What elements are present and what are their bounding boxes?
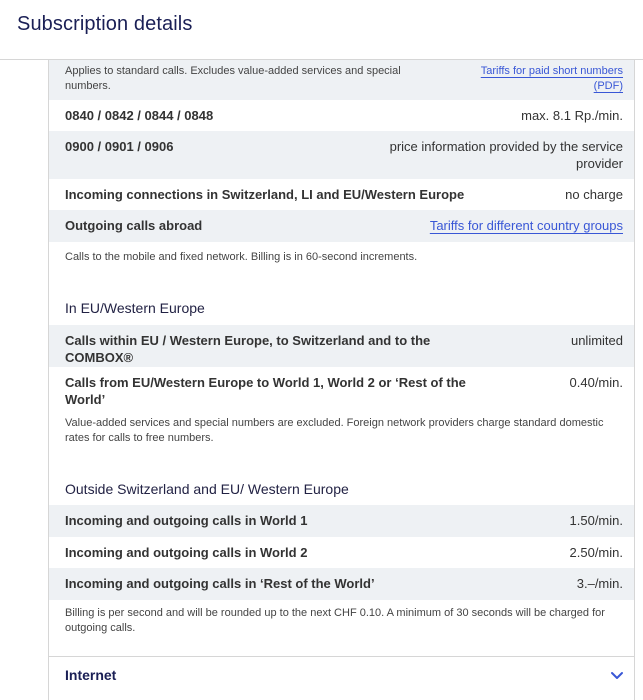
switzerland-billing-note: Calls to the mobile and fixed network. Billing is in 60-second increments. <box>65 251 418 263</box>
row-label: Incoming and outgoing calls in World 1 <box>65 513 308 528</box>
paid-short-numbers-pdf-link[interactable]: Tariffs for paid short numbers (PDF) <box>480 65 623 92</box>
table-row <box>49 325 634 367</box>
section-title-outside: Outside Switzerland and EU/ Western Europe <box>65 481 349 497</box>
table-row <box>49 367 634 409</box>
page-title: Subscription details <box>17 13 193 35</box>
row-label: 0900 / 0901 / 0906 <box>65 139 174 154</box>
section-title-eu: In EU/Western Europe <box>65 300 205 316</box>
table-row <box>49 179 634 210</box>
eu-note: Value-added services and special numbers are excluded. Foreign network providers charge standard domestic rates for calls to free numbers. <box>65 417 604 444</box>
country-groups-tariffs-link[interactable]: Tariffs for different country groups <box>429 218 623 233</box>
row-label: Outgoing calls abroad <box>65 218 203 233</box>
outside-billing-note: Billing is per second and will be rounded up to the next CHF 0.10. A minimum of 30 seconds will be charged for outgoing calls. <box>65 607 605 634</box>
chevron-down-icon <box>610 671 624 681</box>
row-value: price information provided by the service provider <box>389 139 623 171</box>
top-note-text: Applies to standard calls. Excludes value-added services and special numbers. <box>65 65 401 92</box>
row-label: 0840 / 0842 / 0844 / 0848 <box>65 108 214 123</box>
row-label: Incoming connections in Switzerland, LI and EU/Western Europe <box>65 187 465 202</box>
table-row <box>49 100 634 131</box>
subscription-details-card <box>48 60 635 700</box>
table-row <box>49 505 634 537</box>
row-value: 1.50/min. <box>569 513 623 528</box>
row-label: Incoming and outgoing calls in ‘Rest of the World’ <box>65 576 375 591</box>
table-row <box>49 131 634 179</box>
row-value: 3.–/min. <box>576 576 623 591</box>
table-row <box>49 568 634 600</box>
row-value: 2.50/min. <box>569 545 623 560</box>
internet-accordion-label: Internet <box>65 667 117 683</box>
row-value: unlimited <box>570 333 623 348</box>
row-value: max. 8.1 Rp./min. <box>521 108 623 123</box>
table-row <box>49 537 634 568</box>
table-row <box>49 210 634 242</box>
row-value: no charge <box>565 187 623 202</box>
row-value: 0.40/min. <box>569 375 623 390</box>
row-label: Calls within EU / Western Europe, to Switzerland and to the COMBOX® <box>65 333 431 365</box>
top-note-row <box>49 60 634 100</box>
page-header <box>0 0 643 60</box>
row-label: Calls from EU/Western Europe to World 1, World 2 or ‘Rest of the World’ <box>65 375 466 407</box>
internet-accordion-toggle[interactable] <box>49 657 634 697</box>
row-label: Incoming and outgoing calls in World 2 <box>65 545 308 560</box>
